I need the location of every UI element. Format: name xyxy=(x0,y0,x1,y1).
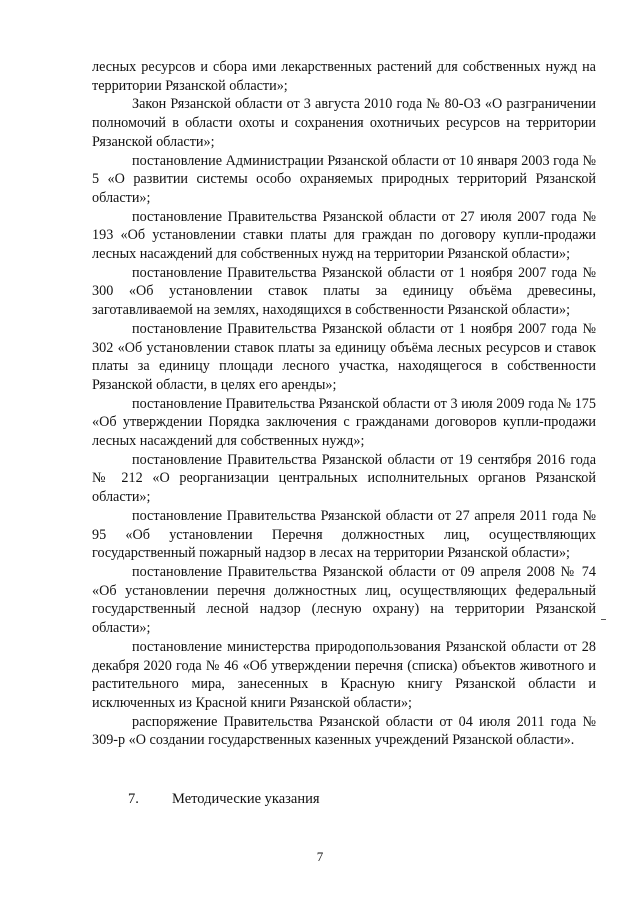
document-body xyxy=(92,58,596,750)
section-title: Методические указания xyxy=(172,791,320,807)
margin-mark xyxy=(601,619,606,620)
paragraph-12: распоряжение Правительства Рязанской области от 04 июля 2011 года № 309-р «О создании государственных казенных учреждений Рязанской области». xyxy=(92,713,596,749)
paragraph-1: лесных ресурсов и сбора ими лекарственных растений для собственных нужд на территории Рязанской области»; xyxy=(92,59,596,94)
paragraph-3: постановление Администрации Рязанской области от 10 января 2003 года № 5 «О развитии системы особо охраняемых природных территорий Рязанской области»; xyxy=(92,152,596,206)
paragraph-9: постановление Правительства Рязанской области от 27 апреля 2011 года № 95 «Об установлении Перечня должностных лиц, осуществляющих государственный пожарный надзор в лесах на территории Рязанской области»; xyxy=(92,507,596,562)
paragraph-7: постановление Правительства Рязанской области от 3 июля 2009 года № 175 «Об утверждении Порядка заключения с гражданами договоров купли-продажи лесных насаждений для собственных нужд»; xyxy=(92,395,596,450)
paragraph-2: Закон Рязанской области от 3 августа 2010 года № 80-ОЗ «О разграничении полномочий в области охоты и сохранения охотничьих ресурсов на территории Рязанской области»; xyxy=(92,96,596,150)
paragraph-10: постановление Правительства Рязанской области от 09 апреля 2008 № 74 «Об установлении перечня должностных лиц, осуществляющих федеральный государственный лесной надзор (лесную охрану) на территории Рязанской области»; xyxy=(92,563,596,637)
section-heading xyxy=(128,791,320,808)
paragraph-6: постановление Правительства Рязанской области от 1 ноября 2007 года № 302 «Об установлении ставок платы за единицу объёма лесных ресурсов и ставок платы за единицу площади лесного участка, находящегося в собственности Рязанской области, в целях его аренды»; xyxy=(92,320,596,393)
paragraph-5: постановление Правительства Рязанской области от 1 ноября 2007 года № 300 «Об установлении ставок платы за единицу объёма древесины, заготавливаемой на землях, находящихся в собственности Рязанской области»; xyxy=(92,264,596,319)
paragraph-11: постановление министерства природопользования Рязанской области от 28 декабря 2020 года № 46 «Об утверждении перечня (списка) объектов животного и растительного мира, занесенных в Красную книгу Рязанской области и исключенных из Красной книги Рязанской области»; xyxy=(92,638,596,711)
paragraph-8: постановление Правительства Рязанской области от 19 сентября 2016 года № 212 «О реорганизации центральных исполнительных органов Рязанской области»; xyxy=(92,451,596,506)
page-number: 7 xyxy=(316,849,324,864)
paragraph-4: постановление Правительства Рязанской области от 27 июля 2007 года № 193 «Об установлении ставки платы для граждан по договору купли-продажи лесных насаждений для собственных нужд на территории Рязанской области»; xyxy=(92,208,596,263)
section-number: 7. xyxy=(128,791,139,807)
